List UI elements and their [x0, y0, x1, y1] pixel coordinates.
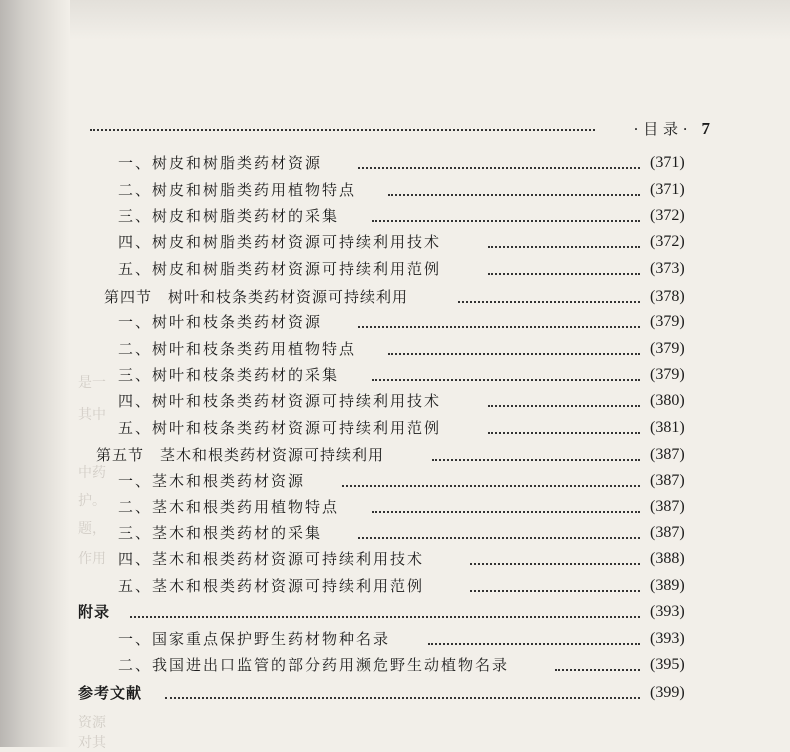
toc-entry[interactable] [0, 626, 790, 652]
toc-chapter-title: 附录 [78, 603, 111, 621]
toc-entry[interactable] [0, 388, 790, 414]
toc-entry-title: 五、茎木和根类药材资源可持续利用范例 [118, 577, 425, 595]
bleed-through-text: 护。 [78, 493, 106, 509]
toc-section-entry[interactable] [0, 284, 790, 310]
toc-chapter-entry[interactable] [0, 680, 790, 706]
dot-leader [358, 326, 640, 328]
dot-leader [372, 379, 640, 381]
toc-entry-page: (372) [650, 233, 685, 250]
toc-entry-title: 四、茎木和根类药材资源可持续利用技术 [118, 550, 425, 568]
toc-entry-page: (387) [650, 446, 685, 463]
bleed-through-text: 资源 [78, 715, 106, 731]
toc-section-title: 第四节 树叶和枝条类药材资源可持续利用 [104, 288, 409, 306]
toc-entry-page: (371) [650, 181, 685, 198]
toc-entry[interactable] [0, 415, 790, 441]
dot-leader [372, 220, 640, 222]
toc-entry-title: 二、树叶和枝条类药用植物特点 [118, 340, 357, 358]
dot-leader [488, 246, 640, 248]
toc-entry[interactable] [0, 309, 790, 335]
dot-leader [488, 405, 640, 407]
toc-section-entry[interactable] [0, 442, 790, 468]
toc-entry[interactable] [0, 256, 790, 282]
toc-section-title: 第五节 茎木和根类药材资源可持续利用 [96, 446, 385, 464]
dot-leader [165, 697, 640, 699]
toc-entry-page: (379) [650, 366, 685, 383]
dot-leader [470, 590, 640, 592]
bleed-through-text: 对其 [78, 735, 106, 751]
toc-entry-title: 二、我国进出口监管的部分药用濒危野生动植物名录 [118, 656, 510, 674]
dot-leader [555, 669, 640, 671]
toc-entry-page: (393) [650, 630, 685, 647]
toc-chapter-title: 参考文献 [78, 684, 143, 702]
toc-entry-title: 二、茎木和根类药用植物特点 [118, 498, 340, 516]
toc-entry-page: (393) [650, 603, 685, 620]
running-title: · 目 录 · [633, 120, 688, 138]
bleed-through-text: 中药 [78, 465, 106, 481]
toc-entry-page: (379) [650, 340, 685, 357]
bleed-through-text: 题， [78, 521, 106, 537]
dot-leader [372, 511, 640, 513]
dot-leader [388, 353, 640, 355]
toc-entry-page: (399) [650, 684, 685, 701]
toc-entry-page: (387) [650, 472, 685, 489]
dot-leader [342, 485, 640, 487]
dot-leader [130, 616, 640, 618]
toc-entry-page: (388) [650, 550, 685, 567]
toc-entry-page: (381) [650, 419, 685, 436]
toc-entry[interactable] [0, 229, 790, 255]
toc-entry-title: 一、国家重点保护野生药材物种名录 [118, 630, 391, 648]
toc-entry-title: 一、茎木和根类药材资源 [118, 472, 306, 490]
toc-entry-page: (387) [650, 498, 685, 515]
page-number: 7 [701, 119, 710, 138]
toc-entry-title: 三、树叶和枝条类药材的采集 [118, 366, 340, 384]
toc-entry-page: (387) [650, 524, 685, 541]
toc-entry-page: (379) [650, 313, 685, 330]
dot-leader [470, 563, 640, 565]
toc-entry[interactable] [0, 652, 790, 678]
toc-entry-title: 三、树皮和树脂类药材的采集 [118, 207, 340, 225]
toc-entry[interactable] [0, 546, 790, 572]
toc-entry-title: 四、树皮和树脂类药材资源可持续利用技术 [118, 233, 442, 251]
toc-entry[interactable] [0, 494, 790, 520]
dot-leader [488, 432, 640, 434]
toc-entry[interactable] [0, 520, 790, 546]
dot-leader [488, 273, 640, 275]
toc-entry-title: 一、树叶和枝条类药材资源 [118, 313, 323, 331]
toc-chapter-entry[interactable] [0, 599, 790, 625]
page-top-shadow [0, 0, 790, 40]
toc-entry-page: (380) [650, 392, 685, 409]
running-header [90, 116, 710, 142]
toc-entry-title: 四、树叶和枝条类药材资源可持续利用技术 [118, 392, 442, 410]
running-title-block [634, 118, 710, 139]
header-dot-leader [90, 129, 595, 131]
toc-entry-page: (395) [650, 656, 685, 673]
dot-leader [432, 459, 640, 461]
toc-entry-page: (371) [650, 154, 685, 171]
toc-entry-title: 二、树皮和树脂类药用植物特点 [118, 181, 357, 199]
toc-entry-title: 三、茎木和根类药材的采集 [118, 524, 323, 542]
toc-entry-title: 五、树叶和枝条类药材资源可持续利用范例 [118, 419, 442, 437]
dot-leader [388, 194, 640, 196]
toc-entry[interactable] [0, 468, 790, 494]
toc-entry-page: (373) [650, 260, 685, 277]
toc-entry[interactable] [0, 150, 790, 176]
toc-entry[interactable] [0, 177, 790, 203]
dot-leader [358, 537, 640, 539]
toc-entry-title: 五、树皮和树脂类药材资源可持续利用范例 [118, 260, 442, 278]
toc-entry-title: 一、树皮和树脂类药材资源 [118, 154, 323, 172]
dot-leader [458, 301, 640, 303]
bleed-through-text: 作用 [78, 551, 106, 567]
toc-entry[interactable] [0, 573, 790, 599]
dot-leader [428, 643, 640, 645]
bleed-through-text: 其中 [78, 407, 106, 423]
bleed-through-text: 是一 [78, 375, 106, 391]
toc-entry[interactable] [0, 336, 790, 362]
toc-entry[interactable] [0, 362, 790, 388]
toc-entry[interactable] [0, 203, 790, 229]
toc-entry-page: (378) [650, 288, 685, 305]
dot-leader [358, 167, 640, 169]
toc-entry-page: (389) [650, 577, 685, 594]
toc-entry-page: (372) [650, 207, 685, 224]
